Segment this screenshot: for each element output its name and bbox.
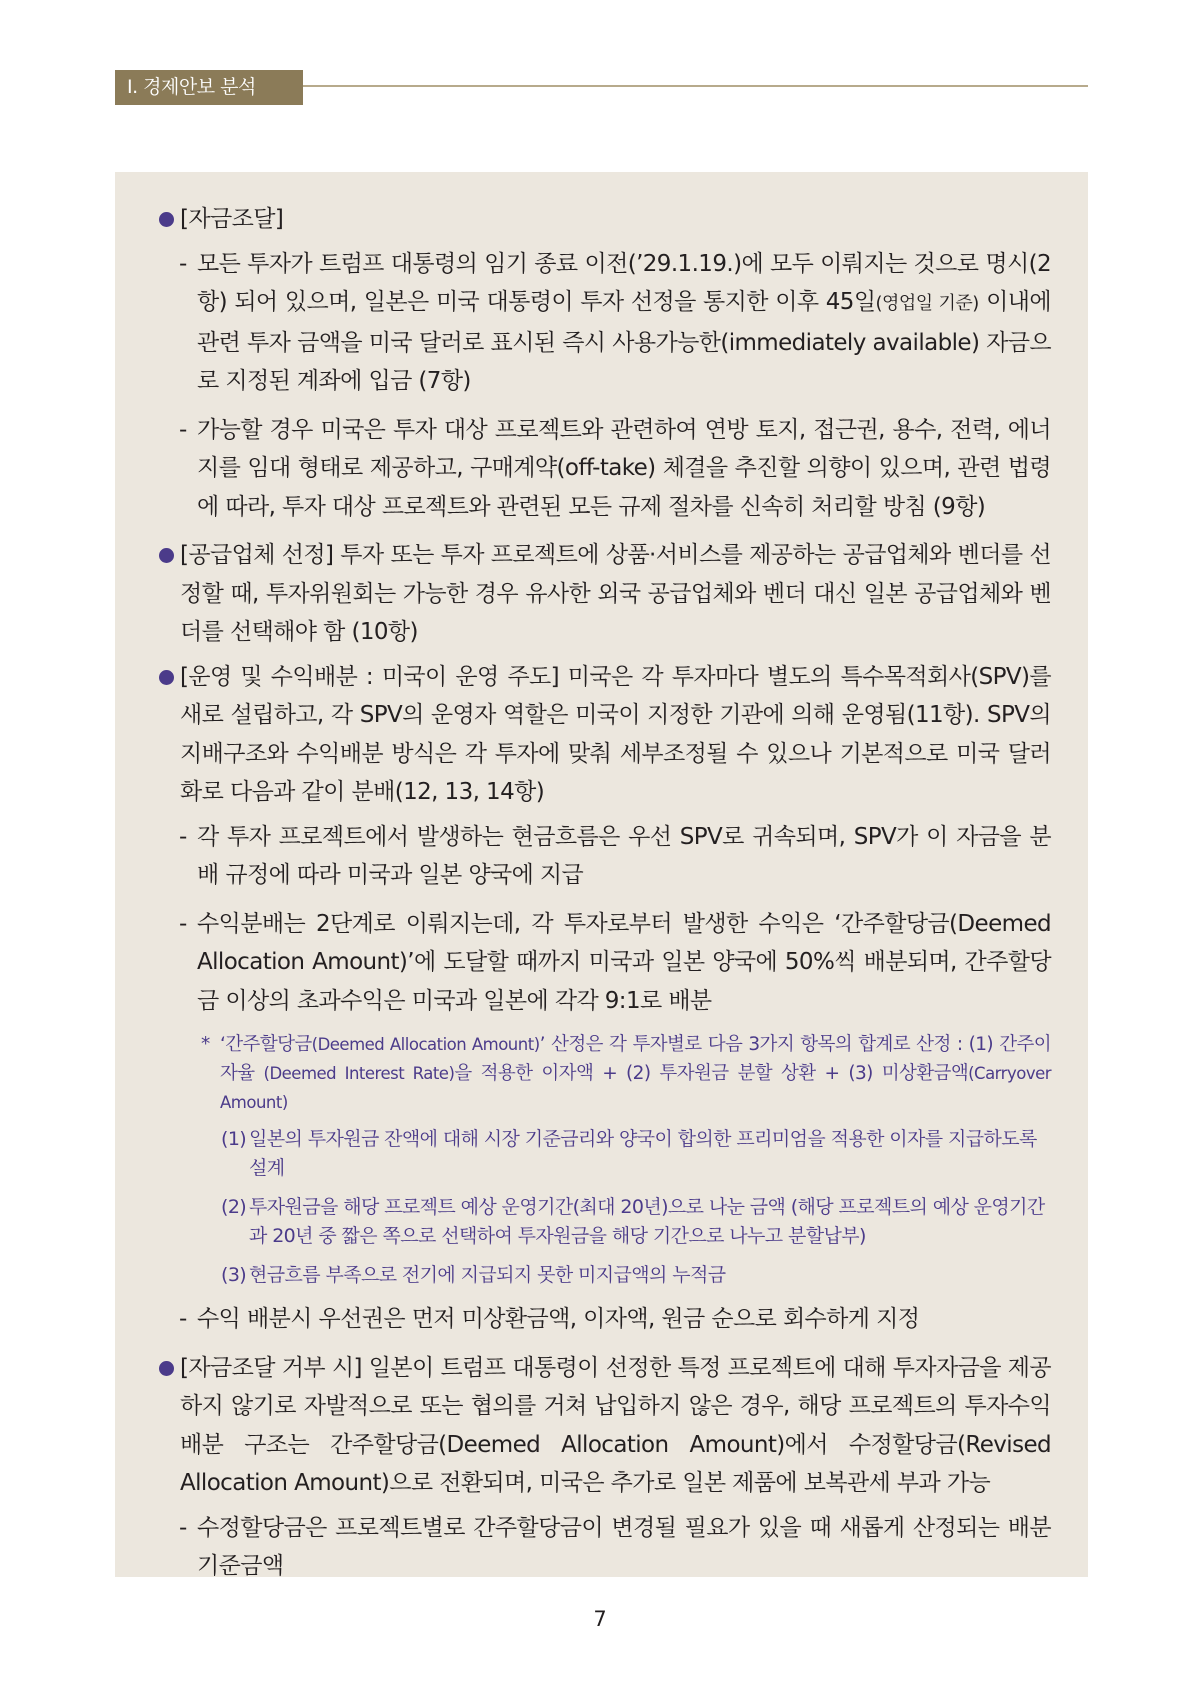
footnote-text: ‘간주할당금 bbox=[220, 1034, 312, 1055]
section-label: Ⅰ. 경제안보 분석 bbox=[115, 70, 303, 105]
dash-text: 모든 투자가 트럼프 대통령의 임기 종료 이전(’29.1.19.)에 모두 이뤄지는 것으로 명시(2항) 되어 있으며, 일본은 미국 대통령이 투자 선정을 통지한 이후 45일 bbox=[197, 250, 1051, 315]
bullet-text: [자금조달] bbox=[180, 206, 284, 232]
bullet-dot-icon bbox=[159, 670, 174, 685]
footnote-text: 을 적용한 이자액 + (2) 투자원금 분할 상환 + (3) 미상환금액 bbox=[454, 1063, 969, 1084]
subitem-text: 일본의 투자원금 잔액에 대해 시장 기준금리와 양국이 합의한 프리미엄을 적용한 이자를 지급하도록 설계 bbox=[249, 1128, 1037, 1179]
dash-mark: - bbox=[179, 250, 187, 277]
bullet-text: [공급업체 선정] 투자 또는 투자 프로젝트에 상품·서비스를 제공하는 공급업체와 벤더를 선정할 때, 투자위원회는 가능한 경우 유사한 외국 공급업체와 벤더 대신 일본 공급업체와 벤더를 선택해야 함 (10항) bbox=[180, 542, 1051, 645]
dash-text: 수정할당금은 프로젝트별로 간주할당금이 변경될 필요가 있을 때 새롭게 산정되는 배분 기준금액 bbox=[197, 1514, 1051, 1579]
footnote-subitem bbox=[159, 1261, 1051, 1290]
content-box bbox=[115, 172, 1088, 1577]
bullet-text: [운영 및 수익배분 : 미국이 운영 주도] 미국은 각 투자마다 별도의 특수목적회사(SPV)를 새로 설립하고, 각 SPV의 운영자 역할은 미국이 지정한 기관에 의해 운영됨(11항). SPV의 지배구조와 수익배분 방식은 각 투자에 맞춰 세부조정될 수 있으나 기본적으로 미국 달러화로 다음과 같이 분배(12, 13, 14항) bbox=[180, 663, 1051, 805]
bullet-dot-icon bbox=[159, 548, 174, 563]
footnote-subitem bbox=[159, 1193, 1051, 1251]
footnote bbox=[159, 1030, 1051, 1117]
header-rule bbox=[303, 85, 1088, 87]
dash-mark: - bbox=[179, 1306, 187, 1332]
bullet-item-supplier bbox=[159, 536, 1051, 652]
dash-mark: - bbox=[179, 1514, 187, 1541]
bullet-dot-icon bbox=[159, 1361, 174, 1376]
footnote-text-small: (Deemed Allocation Amount) bbox=[311, 1035, 540, 1054]
bullet-dot-icon bbox=[159, 212, 174, 227]
footnote-subitem bbox=[159, 1125, 1051, 1183]
dash-mark: - bbox=[179, 910, 187, 937]
dash-text: 가능할 경우 미국은 투자 대상 프로젝트와 관련하여 연방 토지, 접근권, 용수, 전력, 에너지를 임대 형태로 제공하고, 구매계약(off-take) 체결을 추진할 의향이 있으며, 관련 법령에 따라, 투자 대상 프로젝트와 관련된 모든 규제 절차를 신속히 처리할 방침 (9항) bbox=[197, 416, 1051, 520]
dash-text: 수익분배는 2단계로 이뤄지는데, 각 투자로부터 발생한 수익은 ‘간주할당금(Deemed Allocation Amount)’에 도달할 때까지 미국과 일본 양국에 50%씩 배분되며, 간주할당금 이상의 초과수익은 미국과 일본에 각각 9:1로 배분 bbox=[197, 910, 1051, 1014]
dash-item bbox=[159, 245, 1051, 401]
dash-text: 이내에 관련 투자 금액을 미국 달러로 표시된 즉시 사용가능한(immediately available) 자금으로 지정된 계좌에 입금 (7항) bbox=[197, 289, 1051, 394]
dash-text: 수익 배분시 우선권은 먼저 미상환금액, 이자액, 원금 순으로 회수하게 지정 bbox=[197, 1306, 920, 1332]
subitem-number: (1) bbox=[221, 1128, 247, 1150]
dash-text: 각 투자 프로젝트에서 발생하는 현금흐름은 우선 SPV로 귀속되며, SPV가 이 자금을 분배 규정에 따라 미국과 일본 양국에 지급 bbox=[197, 823, 1051, 888]
dash-item bbox=[159, 1300, 1051, 1339]
footnote-text-small: (Carryover Amount) bbox=[220, 1064, 1052, 1112]
bullet-item-refusal bbox=[159, 1349, 1051, 1503]
dash-text-small: (영업일 기준) bbox=[875, 293, 979, 314]
subitem-number: (2) bbox=[221, 1196, 247, 1218]
footnote-text: ’ 산정은 각 투자별로 다음 3가지 항목의 합계로 산정 : (1) 간주이자율 bbox=[220, 1034, 1052, 1084]
subitem-text: 투자원금을 해당 프로젝트 예상 운영기간(최대 20년)으로 나눈 금액 (해당 프로젝트의 예상 운영기간과 20년 중 짧은 쪽으로 선택하여 투자원금을 해당 기간으로 나누고 분할납부) bbox=[249, 1196, 1045, 1247]
bullet-item-funding bbox=[159, 200, 1051, 239]
dash-item bbox=[159, 818, 1051, 895]
dash-item bbox=[159, 411, 1051, 527]
footnote-text-small: (Deemed Interest Rate) bbox=[263, 1064, 455, 1083]
subitem-text: 현금흐름 부족으로 전기에 지급되지 못한 미지급액의 누적금 bbox=[249, 1264, 726, 1286]
page-number: 7 bbox=[593, 1607, 607, 1631]
footnote-mark: * bbox=[201, 1034, 210, 1055]
bullet-text: [자금조달 거부 시] 일본이 트럼프 대통령이 선정한 특정 프로젝트에 대해 투자자금을 제공하지 않기로 자발적으로 또는 협의를 거쳐 납입하지 않은 경우, 해당 프로젝트의 투자수익 배분 구조는 간주할당금(Deemed Allocation Amount)에서 수정할당금(Revised Allocation Amount)으로 전환되며, 미국은 추가로 일본 제품에 보복관세 부과 가능 bbox=[180, 1354, 1051, 1496]
bullet-item-operation bbox=[159, 658, 1051, 812]
dash-mark: - bbox=[179, 416, 187, 443]
dash-mark: - bbox=[179, 823, 187, 850]
dash-item bbox=[159, 905, 1051, 1021]
dash-item bbox=[159, 1509, 1051, 1586]
subitem-number: (3) bbox=[221, 1264, 247, 1286]
